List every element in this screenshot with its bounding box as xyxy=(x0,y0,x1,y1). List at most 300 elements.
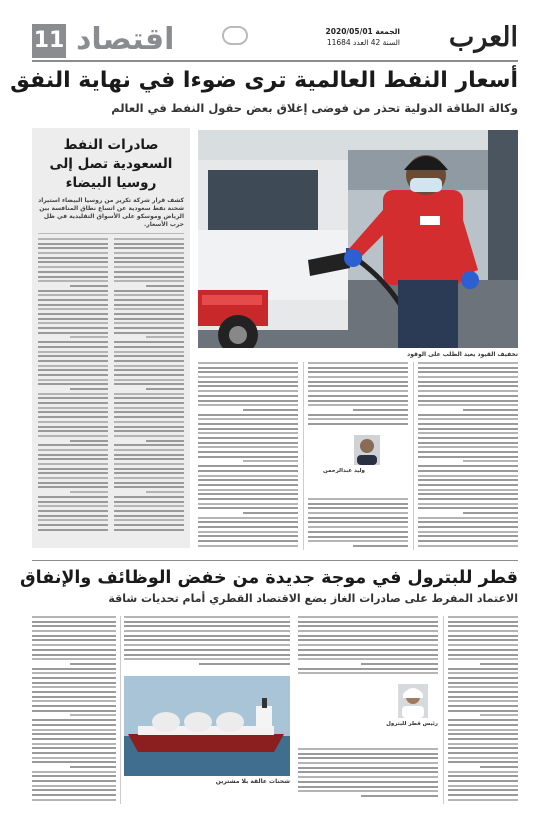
body-text-line xyxy=(38,463,108,465)
page-number-badge: 11 xyxy=(32,24,66,58)
article2-text-column xyxy=(32,616,116,804)
body-text-line xyxy=(353,409,408,411)
body-text-line xyxy=(198,545,298,547)
body-text-line xyxy=(32,677,116,679)
section-rule xyxy=(32,560,518,561)
body-text-line xyxy=(298,621,438,623)
sidebar-deck: كشف قرار شركة تكرير من روسيا البيضاء استيراد شحنة نفط سعودية عن اتساع نطاق المنافسة بين الرياض وموسكو على الأسواق التقليدية في ظل حرب الأسعار. xyxy=(38,197,184,228)
body-text-line xyxy=(418,395,518,397)
body-text-line xyxy=(38,327,108,329)
body-text-line xyxy=(308,526,408,528)
body-text-line xyxy=(114,407,184,409)
body-text-line xyxy=(114,458,184,460)
body-text-line xyxy=(32,616,116,618)
column-divider xyxy=(303,362,304,550)
body-text-line xyxy=(448,780,518,782)
body-text-line xyxy=(38,322,108,324)
body-text-line xyxy=(198,507,298,509)
body-text-line xyxy=(32,654,116,656)
body-text-line xyxy=(418,465,518,467)
column-divider xyxy=(413,362,414,550)
body-text-line xyxy=(38,519,108,521)
body-text-line xyxy=(308,507,408,509)
body-text-line xyxy=(418,493,518,495)
body-text-line xyxy=(243,409,298,411)
body-text-line xyxy=(198,456,298,458)
article2-headline: قطر للبترول في موجة جديدة من خفض الوظائف والإنفاق xyxy=(20,568,518,588)
body-text-line xyxy=(38,458,108,460)
body-text-line xyxy=(146,388,185,390)
body-text-line xyxy=(32,799,116,801)
body-text-line xyxy=(198,451,298,453)
body-text-line xyxy=(38,346,108,348)
body-text-line xyxy=(38,411,108,413)
column-divider xyxy=(443,616,444,804)
body-text-line xyxy=(418,535,518,537)
lng-tanker-illustration xyxy=(124,676,290,776)
body-text-line xyxy=(418,414,518,416)
body-text-line xyxy=(114,496,184,498)
body-text-line xyxy=(448,719,518,721)
body-text-line xyxy=(114,304,184,306)
body-text-line xyxy=(38,341,108,343)
body-text-line xyxy=(418,428,518,430)
body-text-line xyxy=(114,524,184,526)
body-text-line xyxy=(308,390,408,392)
body-text-line xyxy=(418,545,518,547)
body-text-line xyxy=(418,390,518,392)
body-text-line xyxy=(198,404,298,406)
body-text-line xyxy=(308,385,408,387)
body-text-line xyxy=(198,437,298,439)
body-text-line xyxy=(298,630,438,632)
body-text-line xyxy=(418,385,518,387)
masthead xyxy=(32,20,518,58)
sidebar-rule xyxy=(38,233,184,234)
body-text-line xyxy=(198,475,298,477)
body-text-line xyxy=(448,668,518,670)
body-text-line xyxy=(38,407,108,409)
body-text-line xyxy=(114,276,184,278)
body-text-line xyxy=(298,639,438,641)
body-text-line xyxy=(32,752,116,754)
body-text-line xyxy=(198,479,298,481)
body-text-line xyxy=(418,442,518,444)
body-text-line xyxy=(124,616,290,618)
body-text-line xyxy=(198,526,298,528)
article2-deck: الاعتماد المفرط على صادرات الغاز يضع الاقتصاد القطري أمام تحديات شاقة xyxy=(108,592,518,605)
body-text-line xyxy=(198,381,298,383)
body-text-line xyxy=(463,512,518,514)
body-text-line xyxy=(124,630,290,632)
article1-text-column xyxy=(308,498,408,550)
body-text-line xyxy=(198,376,298,378)
body-text-line xyxy=(448,743,518,745)
body-text-line xyxy=(38,472,108,474)
body-text-line xyxy=(114,383,184,385)
body-text-line xyxy=(198,465,298,467)
body-text-line xyxy=(418,456,518,458)
body-text-line xyxy=(124,654,290,656)
body-text-line xyxy=(198,503,298,505)
body-text-line xyxy=(32,658,116,660)
body-text-line xyxy=(38,294,108,296)
body-text-line xyxy=(418,371,518,373)
body-text-line xyxy=(353,545,408,547)
body-text-line xyxy=(308,423,408,425)
body-text-line xyxy=(38,529,108,531)
body-text-line xyxy=(298,781,438,783)
sidebar-text-column xyxy=(114,238,184,538)
body-text-line xyxy=(114,468,184,470)
body-text-line xyxy=(298,762,438,764)
body-text-line xyxy=(448,738,518,740)
body-text-line xyxy=(448,621,518,623)
body-text-line xyxy=(32,729,116,731)
body-text-line xyxy=(114,402,184,404)
body-text-line xyxy=(418,507,518,509)
body-text-line xyxy=(448,752,518,754)
body-text-line xyxy=(32,668,116,670)
body-text-line xyxy=(32,649,116,651)
body-text-line xyxy=(308,531,408,533)
body-text-line xyxy=(38,397,108,399)
body-text-line xyxy=(308,503,408,505)
body-text-line xyxy=(198,470,298,472)
body-text-line xyxy=(114,247,184,249)
body-text-line xyxy=(124,639,290,641)
body-text-line xyxy=(114,435,184,437)
body-text-line xyxy=(114,351,184,353)
author-photo xyxy=(398,684,428,718)
body-text-line xyxy=(198,484,298,486)
body-text-line xyxy=(38,308,108,310)
body-text-line xyxy=(38,313,108,315)
body-text-line xyxy=(114,266,184,268)
body-text-line xyxy=(480,766,519,768)
body-text-line xyxy=(298,786,438,788)
body-text-line xyxy=(448,729,518,731)
article1-text-column xyxy=(418,362,518,550)
body-text-line xyxy=(114,529,184,531)
body-text-line xyxy=(114,308,184,310)
body-text-line xyxy=(198,400,298,402)
body-text-line xyxy=(198,442,298,444)
article2-text-column xyxy=(124,616,290,672)
sidebar-body xyxy=(38,238,184,538)
body-text-line xyxy=(32,691,116,693)
body-text-line xyxy=(38,280,108,282)
author-box xyxy=(308,435,380,493)
body-text-line xyxy=(448,705,518,707)
body-text-line xyxy=(308,404,408,406)
newspaper-logo: العرب xyxy=(448,22,518,53)
body-text-line xyxy=(308,395,408,397)
body-text-line xyxy=(32,672,116,674)
body-text-line xyxy=(308,418,408,420)
body-text-line xyxy=(38,261,108,263)
body-text-line xyxy=(38,454,108,456)
body-text-line xyxy=(32,780,116,782)
body-text-line xyxy=(448,799,518,801)
body-text-line xyxy=(418,432,518,434)
sidebar-text-column xyxy=(38,238,108,538)
body-text-line xyxy=(418,470,518,472)
body-text-line xyxy=(114,299,184,301)
body-text-line xyxy=(448,635,518,637)
body-text-line xyxy=(448,747,518,749)
body-text-line xyxy=(448,644,518,646)
body-text-line xyxy=(418,437,518,439)
body-text-line xyxy=(114,257,184,259)
body-text-line xyxy=(298,644,438,646)
body-text-line xyxy=(448,700,518,702)
author-name: وليد عبدالرحمن xyxy=(323,468,365,474)
body-text-line xyxy=(463,460,518,462)
body-text-line xyxy=(32,625,116,627)
body-text-line xyxy=(418,540,518,542)
body-text-line xyxy=(32,635,116,637)
body-text-line xyxy=(38,426,108,428)
ship-caption: شحنات عالقة بلا مشترين xyxy=(215,778,290,785)
body-text-line xyxy=(198,390,298,392)
author-box xyxy=(386,684,438,744)
article2-text-column xyxy=(298,616,438,678)
body-text-line xyxy=(298,790,438,792)
body-text-line xyxy=(361,795,438,797)
body-text-line xyxy=(243,512,298,514)
body-text-line xyxy=(38,416,108,418)
body-text-line xyxy=(448,761,518,763)
body-text-line xyxy=(114,472,184,474)
body-text-line xyxy=(38,299,108,301)
body-text-line xyxy=(70,336,109,338)
body-text-line xyxy=(114,322,184,324)
body-text-line xyxy=(308,512,408,514)
body-text-line xyxy=(448,775,518,777)
body-text-line xyxy=(146,491,185,493)
fuel-station-photo xyxy=(198,130,518,348)
body-text-line xyxy=(114,397,184,399)
speech-bubble-icon xyxy=(222,26,248,45)
body-text-line xyxy=(114,510,184,512)
body-text-line xyxy=(418,381,518,383)
body-text-line xyxy=(114,477,184,479)
body-text-line xyxy=(32,644,116,646)
body-text-line xyxy=(480,663,519,665)
body-text-line xyxy=(38,501,108,503)
body-text-line xyxy=(418,489,518,491)
body-text-line xyxy=(114,501,184,503)
body-text-line xyxy=(32,794,116,796)
article1-headline: أسعار النفط العالمية ترى ضوءا في نهاية النفق xyxy=(10,68,518,93)
body-text-line xyxy=(418,423,518,425)
body-text-line xyxy=(32,700,116,702)
body-text-line xyxy=(308,400,408,402)
body-text-line xyxy=(448,710,518,712)
issue-date: الجمعة 2020/05/01 xyxy=(325,27,400,36)
body-text-line xyxy=(418,404,518,406)
body-text-line xyxy=(114,294,184,296)
body-text-line xyxy=(38,393,108,395)
body-text-line xyxy=(418,362,518,364)
body-text-line xyxy=(32,743,116,745)
body-text-line xyxy=(448,691,518,693)
body-text-line xyxy=(308,540,408,542)
body-text-line xyxy=(448,771,518,773)
body-text-line xyxy=(448,616,518,618)
body-text-line xyxy=(38,332,108,334)
body-text-line xyxy=(38,252,108,254)
author-photo xyxy=(354,435,380,465)
body-text-line xyxy=(32,761,116,763)
body-text-line xyxy=(448,682,518,684)
body-text-line xyxy=(32,639,116,641)
body-text-line xyxy=(298,771,438,773)
body-text-line xyxy=(70,714,116,716)
body-text-line xyxy=(70,285,109,287)
body-text-line xyxy=(114,365,184,367)
body-text-line xyxy=(114,463,184,465)
body-text-line xyxy=(114,505,184,507)
sidebar-article xyxy=(32,128,190,548)
body-text-line xyxy=(38,369,108,371)
body-text-line xyxy=(70,388,109,390)
body-text-line xyxy=(32,775,116,777)
body-text-line xyxy=(38,496,108,498)
body-text-line xyxy=(70,491,109,493)
body-text-line xyxy=(198,395,298,397)
body-text-line xyxy=(38,505,108,507)
body-text-line xyxy=(418,446,518,448)
body-text-line xyxy=(70,440,109,442)
body-text-line xyxy=(114,482,184,484)
body-text-line xyxy=(308,362,408,364)
body-text-line xyxy=(124,621,290,623)
body-text-line xyxy=(198,498,298,500)
body-text-line xyxy=(480,714,519,716)
body-text-line xyxy=(38,243,108,245)
body-text-line xyxy=(114,332,184,334)
body-text-line xyxy=(32,785,116,787)
body-text-line xyxy=(418,376,518,378)
body-text-line xyxy=(32,733,116,735)
body-text-line xyxy=(361,663,438,665)
body-text-line xyxy=(448,686,518,688)
body-text-line xyxy=(38,383,108,385)
body-text-line xyxy=(38,271,108,273)
body-text-line xyxy=(418,475,518,477)
body-text-line xyxy=(448,733,518,735)
lng-tanker-photo xyxy=(124,676,290,776)
body-text-line xyxy=(38,360,108,362)
body-text-line xyxy=(308,498,408,500)
article2-text-column xyxy=(448,616,518,804)
body-text-line xyxy=(38,374,108,376)
body-text-line xyxy=(114,374,184,376)
body-text-line xyxy=(198,517,298,519)
section-name: اقتصاد xyxy=(76,22,175,57)
body-text-line xyxy=(198,414,298,416)
body-text-line xyxy=(32,682,116,684)
body-text-line xyxy=(418,479,518,481)
body-text-line xyxy=(448,654,518,656)
body-text-line xyxy=(448,625,518,627)
body-text-line xyxy=(308,376,408,378)
body-text-line xyxy=(114,238,184,240)
body-text-line xyxy=(38,468,108,470)
body-text-line xyxy=(38,444,108,446)
body-text-line xyxy=(124,625,290,627)
fuel-station-illustration xyxy=(198,130,518,348)
body-text-line xyxy=(448,757,518,759)
body-text-line xyxy=(198,362,298,364)
body-text-line xyxy=(448,794,518,796)
body-text-line xyxy=(418,451,518,453)
body-text-line xyxy=(448,785,518,787)
body-text-line xyxy=(418,517,518,519)
body-text-line xyxy=(298,753,438,755)
body-text-line xyxy=(418,367,518,369)
body-text-line xyxy=(32,771,116,773)
body-text-line xyxy=(114,426,184,428)
body-text-line xyxy=(114,430,184,432)
author-portrait-icon xyxy=(354,435,380,465)
body-text-line xyxy=(198,446,298,448)
body-text-line xyxy=(114,411,184,413)
body-text-line xyxy=(32,686,116,688)
body-text-line xyxy=(198,432,298,434)
body-text-line xyxy=(463,409,518,411)
body-text-line xyxy=(198,535,298,537)
body-text-line xyxy=(198,531,298,533)
body-text-line xyxy=(198,385,298,387)
body-text-line xyxy=(38,290,108,292)
body-text-line xyxy=(243,460,298,462)
body-text-line xyxy=(298,654,438,656)
body-text-line xyxy=(198,371,298,373)
body-text-line xyxy=(38,238,108,240)
body-text-line xyxy=(448,724,518,726)
body-text-line xyxy=(114,327,184,329)
body-text-line xyxy=(38,379,108,381)
body-text-line xyxy=(418,521,518,523)
body-text-line xyxy=(114,261,184,263)
body-text-line xyxy=(418,503,518,505)
body-text-line xyxy=(38,524,108,526)
body-text-line xyxy=(114,271,184,273)
body-text-line xyxy=(38,486,108,488)
body-text-line xyxy=(38,266,108,268)
author-portrait-icon xyxy=(398,684,428,718)
body-text-line xyxy=(114,313,184,315)
body-text-line xyxy=(38,355,108,357)
column-divider xyxy=(120,616,121,804)
body-text-line xyxy=(114,243,184,245)
body-text-line xyxy=(38,515,108,517)
body-text-line xyxy=(448,696,518,698)
body-text-line xyxy=(38,276,108,278)
body-text-line xyxy=(70,663,116,665)
body-text-line xyxy=(298,776,438,778)
body-text-line xyxy=(198,489,298,491)
body-text-line xyxy=(114,280,184,282)
body-text-line xyxy=(298,616,438,618)
body-text-line xyxy=(198,418,298,420)
body-text-line xyxy=(38,477,108,479)
body-text-line xyxy=(448,658,518,660)
body-text-line xyxy=(32,724,116,726)
